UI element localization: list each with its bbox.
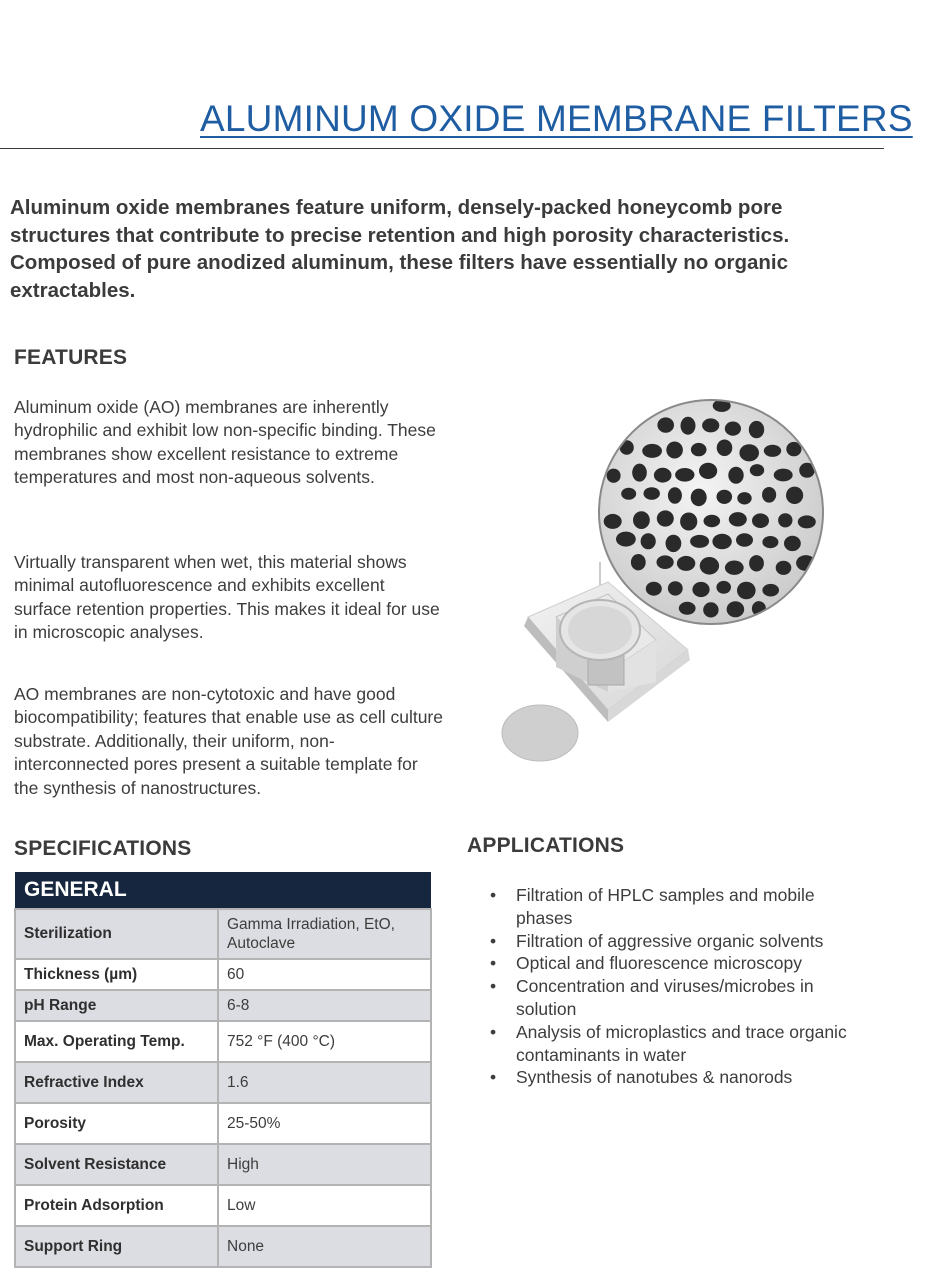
- list-item: [490, 952, 850, 975]
- pore: [749, 421, 764, 438]
- page-title: ALUMINUM OXIDE MEMBRANE FILTERS: [200, 98, 913, 139]
- pore: [737, 492, 751, 504]
- features-paragraph-1: Aluminum oxide (AO) membranes are inherently hydrophilic and exhibit low non-specific binding. These membranes show excellent resistance to extreme temperatures and most non-aqueous solvents.: [14, 397, 436, 488]
- table-header-general: GENERAL: [15, 872, 431, 909]
- spec-key: Sterilization: [15, 909, 218, 959]
- spec-key: Protein Adsorption: [15, 1185, 218, 1226]
- pore: [642, 444, 662, 458]
- pore: [691, 489, 707, 507]
- list-item-text: Filtration of HPLC samples and mobile phases: [516, 885, 815, 928]
- features-heading: FEATURES: [14, 346, 128, 369]
- pore: [739, 444, 759, 461]
- pore: [690, 535, 709, 548]
- spec-key: Porosity: [15, 1103, 218, 1144]
- table-row: [15, 990, 431, 1021]
- pore: [621, 488, 636, 500]
- list-item-text: Concentration and viruses/microbes in solution: [516, 976, 814, 1019]
- table-row: [15, 909, 431, 959]
- list-item: [490, 1021, 850, 1067]
- spec-value: Gamma Irradiation, EtO, Autoclave: [218, 909, 431, 959]
- membrane-filter-illustration: [468, 392, 848, 772]
- pore: [776, 561, 792, 575]
- spec-value: 60: [218, 959, 431, 990]
- pore: [607, 469, 621, 483]
- specifications-table: [14, 872, 432, 1268]
- list-item-text: Optical and fluorescence microscopy: [516, 953, 802, 974]
- pore: [657, 555, 674, 569]
- pore: [774, 469, 793, 482]
- spec-key: Refractive Index: [15, 1062, 218, 1103]
- pore: [668, 487, 682, 504]
- list-item-text: Analysis of microplastics and trace organic contaminants in water: [516, 1021, 847, 1065]
- pore: [641, 533, 656, 549]
- pore: [729, 512, 747, 526]
- bullet: •: [490, 930, 497, 951]
- table-row: [15, 1021, 431, 1062]
- pore: [752, 513, 769, 528]
- pore: [620, 440, 634, 454]
- pore: [700, 557, 719, 575]
- pore: [633, 511, 650, 529]
- pore: [704, 515, 721, 527]
- pore: [749, 555, 764, 571]
- spec-value: High: [218, 1144, 431, 1185]
- pore: [702, 418, 719, 432]
- spec-key: Thickness (µm): [15, 959, 218, 990]
- bullet: •: [490, 953, 497, 974]
- pore: [657, 510, 674, 526]
- pore: [657, 417, 674, 432]
- spec-value: None: [218, 1226, 431, 1267]
- table-row: [15, 1144, 431, 1185]
- features-paragraph-2: Virtually transparent when wet, this material shows minimal autofluorescence and exhibits excellent surface retention properties. This makes it ideal for use in microscopic analyses.: [14, 552, 440, 643]
- table-row: [15, 1226, 431, 1267]
- pore: [677, 556, 695, 571]
- pore: [717, 440, 733, 457]
- features-paragraph-3: AO membranes are non-cytotoxic and have good biocompatibility; features that enable use as cell culture substrate. Additionally, their uniform, non-interconnected pores present a suitable template for the synthesis of nanostructures.: [14, 684, 443, 798]
- spec-value: 25-50%: [218, 1103, 431, 1144]
- pore: [666, 535, 682, 552]
- pore: [727, 601, 745, 617]
- pore: [680, 513, 697, 531]
- pore: [737, 582, 756, 600]
- bullet: •: [490, 1067, 497, 1088]
- pore: [632, 464, 647, 482]
- spec-value: Low: [218, 1185, 431, 1226]
- pore: [703, 602, 718, 617]
- pore: [717, 490, 733, 504]
- pore: [725, 422, 741, 436]
- list-item-text: Synthesis of nanotubes & nanorods: [516, 1067, 793, 1088]
- pore: [692, 582, 709, 597]
- pore: [736, 533, 753, 547]
- pore: [668, 581, 683, 595]
- spec-value: 1.6: [218, 1062, 431, 1103]
- pore: [762, 584, 779, 597]
- pore: [778, 513, 792, 527]
- spec-value: 752 °F (400 °C): [218, 1021, 431, 1062]
- bullet: •: [490, 885, 497, 905]
- pore: [764, 445, 781, 457]
- bullet: •: [490, 1021, 497, 1042]
- bullet: •: [490, 976, 497, 997]
- spec-key: Support Ring: [15, 1226, 218, 1267]
- intro-paragraph: Aluminum oxide membranes feature uniform, densely-packed honeycomb pore structures that contribute to precise retention and high porosity characteristics. Composed of pure anodized aluminum, these filters have essentially no organic extractables.: [10, 196, 790, 302]
- pore: [798, 515, 816, 528]
- pore: [728, 467, 743, 484]
- specifications-heading: SPECIFICATIONS: [14, 837, 192, 860]
- pore: [681, 417, 696, 435]
- pore: [762, 536, 778, 548]
- pore: [616, 532, 636, 547]
- spec-value: 6-8: [218, 990, 431, 1021]
- list-item: [490, 975, 850, 1021]
- list-item: [490, 1066, 850, 1089]
- pore: [666, 442, 683, 459]
- pore: [725, 561, 744, 575]
- table-row: [15, 1062, 431, 1103]
- pore: [699, 463, 717, 479]
- list-item: [490, 884, 850, 930]
- pore: [675, 468, 694, 482]
- product-image: [468, 392, 848, 772]
- spec-key: Max. Operating Temp.: [15, 1021, 218, 1062]
- pore: [750, 464, 764, 476]
- title-divider: [0, 148, 884, 149]
- pore: [604, 514, 622, 529]
- applications-heading: APPLICATIONS: [467, 834, 625, 857]
- table-row: [15, 959, 431, 990]
- pore: [646, 582, 662, 596]
- pore: [716, 581, 731, 594]
- applications-list: [490, 884, 850, 1089]
- pore: [762, 487, 776, 503]
- pore: [786, 487, 803, 504]
- pore: [631, 554, 646, 570]
- list-item: [490, 930, 850, 953]
- pore: [644, 487, 660, 500]
- spec-key: pH Range: [15, 990, 218, 1021]
- pore: [654, 468, 672, 483]
- pore: [712, 534, 731, 549]
- pore: [784, 536, 801, 551]
- list-item-text: Filtration of aggressive organic solvents: [516, 930, 824, 951]
- table-row: [15, 1185, 431, 1226]
- pore: [691, 443, 707, 456]
- table-row: [15, 1103, 431, 1144]
- pore: [679, 602, 696, 615]
- spec-key: Solvent Resistance: [15, 1144, 218, 1185]
